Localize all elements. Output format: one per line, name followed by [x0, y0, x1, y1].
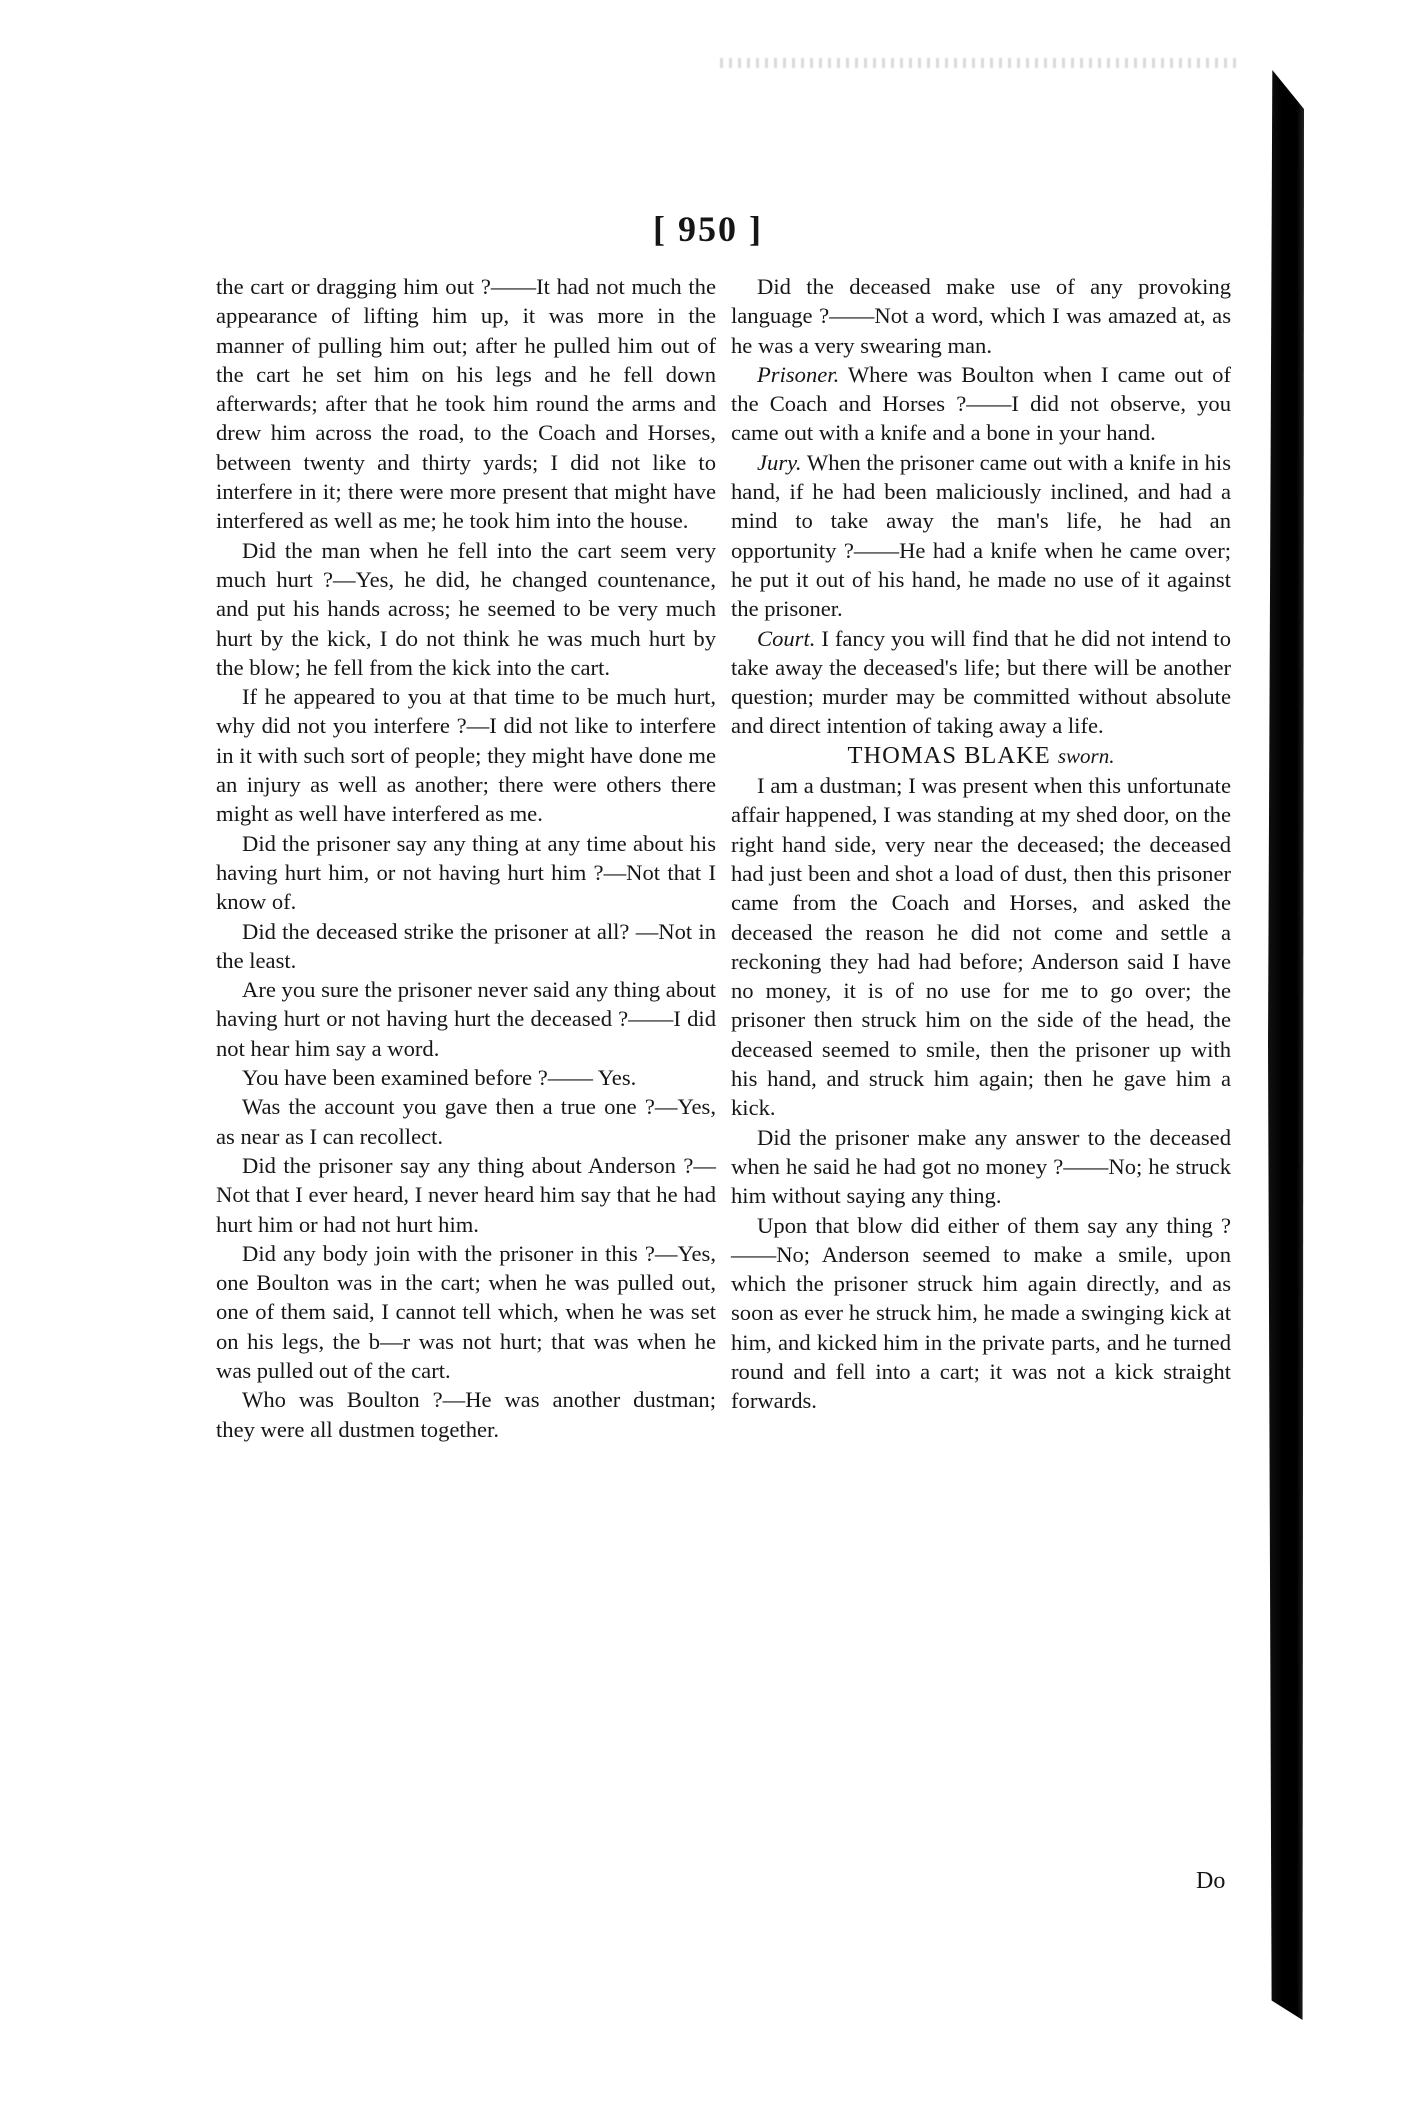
paragraph: You have been examined before ?—— Yes.: [242, 1065, 637, 1091]
paragraph: Did the prisoner say any thing at any time about his having hurt him, or not having hurt him ?—Not that I know of.: [216, 830, 716, 915]
paragraph-text: When the prisoner came out with a knife in his hand, if he had been maliciously inclined, and had a mind to take away the man's life, he had an opportunity ?——He had a knife when he came over; he put it out of his hand, he made no use of it against the prisoner.: [731, 449, 1231, 622]
paragraph: If he appeared to you at that time to be much hurt, why did not you interfere ?—I did not like to interfere in it with such sort of people; they might have done me an injury as well as another; there were others there might as well have interfered as me.: [216, 684, 716, 827]
paragraph: Did the deceased strike the prisoner at all? —Not in the least.: [216, 918, 716, 973]
paragraph: [731, 360, 1231, 448]
page-number: [ 950 ]: [653, 209, 763, 249]
paragraph: Did the prisoner make any answer to the deceased when he said he had got no money ?——No; he struck him without saying any thing.: [731, 1124, 1231, 1209]
paragraph: the cart or dragging him out ?——It had not much the appearance of lifting him up, it was more in the manner of pulling him out; after he pulled him out of the cart he set him on his legs and he fell down afterwards; after that he took him round the arms and drew him across the road, to the Coach and Horses, between twenty and thirty yards; I did not like to interfere in it; there were more present that might have interfered as well as me; he took him into the house.: [216, 274, 716, 534]
paragraph: [731, 448, 1231, 624]
paragraph: Did any body join with the prisoner in this ?—Yes, one Boulton was in the cart; when he was pulled out, one of them said, I cannot tell which, when he was set on his legs, the b—r was not hurt; that was when he was pulled out of the cart.: [216, 1240, 716, 1383]
right-column: [731, 272, 1231, 1416]
paragraph: Did the prisoner say any thing about Anderson ?—Not that I ever heard, I never heard him say that he had hurt him or had not hurt him.: [216, 1152, 716, 1237]
paragraph: Upon that blow did either of them say any thing ?——No; Anderson seemed to make a smile, upon which the prisoner struck him again directly, and as soon as ever he struck him, he made a swinging kick at him, and kicked him in the private parts, and he turned round and fell into a cart; it was not a kick straight forwards.: [731, 1212, 1231, 1414]
paragraph: Who was Boulton ?—He was another dustman; they were all dustmen together.: [216, 1387, 716, 1442]
speaker-label: Court.: [757, 625, 816, 651]
scan-smudge: [720, 58, 1240, 68]
binding-shadow: [1268, 70, 1304, 2020]
paragraph: Did the man when he fell into the cart seem very much hurt ?—Yes, he did, he changed countenance, and put his hands across; he seemed to be very much hurt by the kick, I do not think he was much hurt by the blow; he fell from the kick into the cart.: [216, 537, 716, 680]
paragraph: I am a dustman; I was present when this unfortunate affair happened, I was standing at my shed door, on the right hand side, very near the deceased; the deceased had just been and shot a load of dust, then this prisoner came from the Coach and Horses, and asked the deceased the reason he did not come and settle a reckoning they had had before; Anderson said I have no money, it is of no use for me to go over; the prisoner then struck him on the side of the head, the deceased seemed to smile, then the prisoner up with his hand, and struck him again; then he gave him a kick.: [731, 773, 1231, 1121]
witness-name: THOMAS BLAKE: [847, 741, 1051, 769]
paragraph: [731, 624, 1231, 741]
speaker-label: Prisoner.: [757, 361, 840, 387]
left-column: [216, 272, 716, 1444]
witness-heading: [731, 741, 1231, 771]
catchword: Do: [1196, 1868, 1226, 1894]
speaker-label: Jury.: [757, 449, 802, 475]
paragraph-text: Where was Boulton when I came out of the Coach and Horses ?——I did not observe, you came out with a knife and a bone in your hand.: [731, 361, 1231, 446]
paragraph-text: I fancy you will find that he did not intend to take away the deceased's life; but there will be another question; murder may be committed without absolute and direct intention of taking away a life.: [731, 625, 1231, 739]
paragraph: Are you sure the prisoner never said any thing about having hurt or not having hurt the deceased ?——I did not hear him say a word.: [216, 977, 716, 1061]
paragraph: Did the deceased make use of any provoking language ?——Not a word, which I was amazed at, as he was a very swearing man.: [731, 274, 1231, 358]
paragraph: Was the account you gave then a true one ?—Yes, as near as I can recollect.: [216, 1094, 716, 1149]
witness-sworn: sworn.: [1057, 743, 1115, 768]
